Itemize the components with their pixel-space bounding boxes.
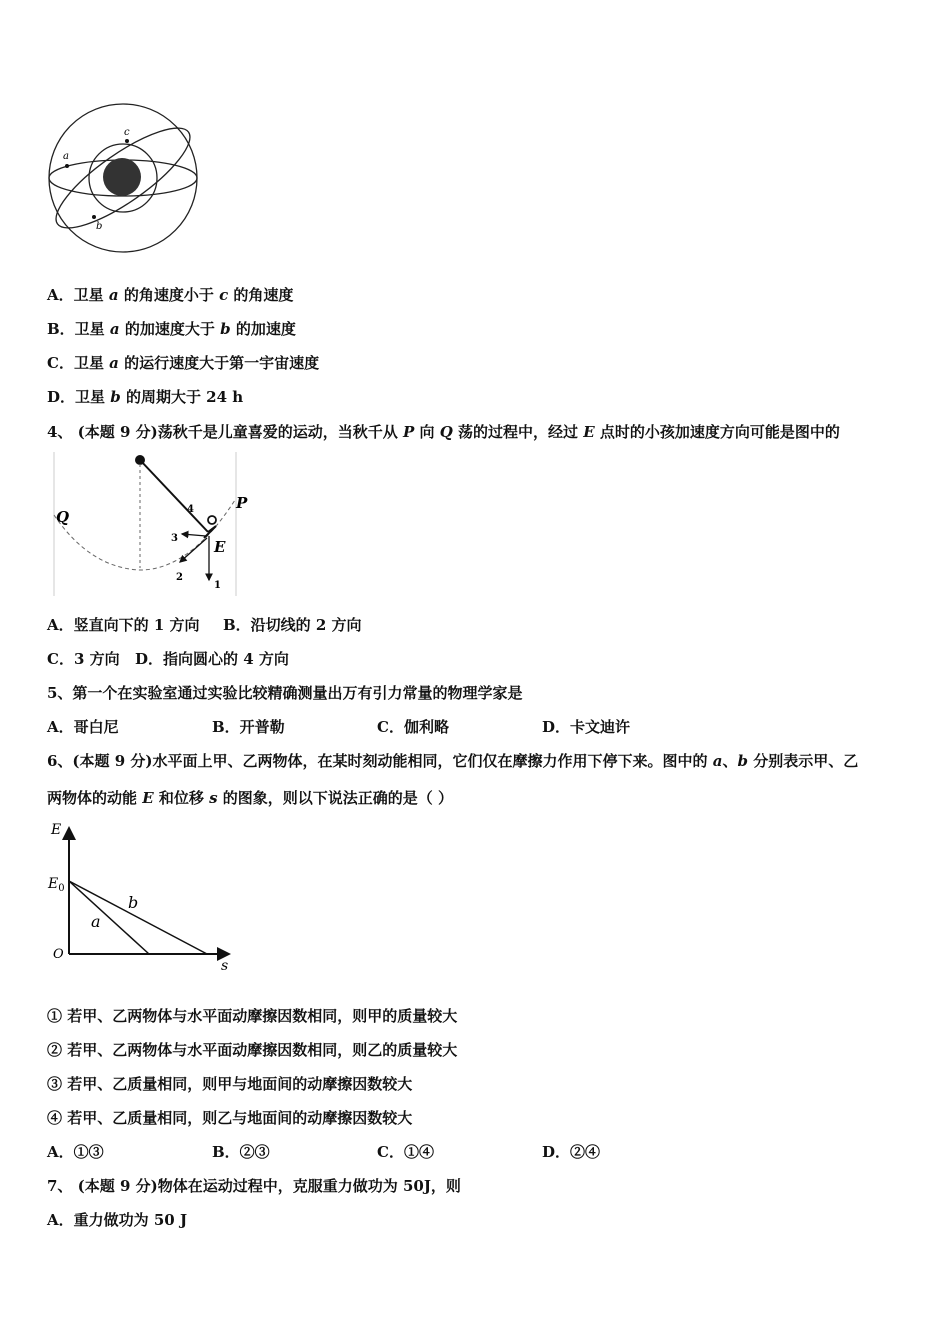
axis-label-E: E: [51, 822, 62, 838]
q6-statement-4: ④ 若甲、乙质量相同，则乙与地面间的动摩擦因数较大: [47, 1109, 413, 1127]
energy-displacement-graph: [45, 818, 245, 978]
q4-option-a: A．竖直向下的 1 方向: [47, 616, 200, 634]
label-c: c: [124, 127, 130, 138]
label-E: E: [214, 538, 226, 556]
q6-stem-line2: 两物体的动能 E 和位移 s 的图象，则以下说法正确的是（ ）: [47, 789, 454, 807]
q5-option-c: C．伽利略: [377, 718, 449, 736]
axis-label-s: s: [221, 958, 229, 974]
q6-statement-2: ② 若甲、乙两物体与水平面动摩擦因数相同，则乙的质量较大: [47, 1041, 458, 1059]
q4-option-c: C．3 方向: [47, 650, 120, 668]
label-E0: $E_0$: [48, 876, 65, 894]
q6-statement-1: ① 若甲、乙两物体与水平面动摩擦因数相同，则甲的质量较大: [47, 1007, 458, 1025]
label-3: 3: [171, 533, 178, 544]
label-P: P: [236, 494, 248, 512]
label-1: 1: [214, 580, 221, 591]
swing-figure: [50, 450, 260, 600]
q4-option-b: B．沿切线的 2 方向: [223, 616, 362, 634]
q6-option-d: D．②④: [542, 1143, 601, 1161]
satellite-b-dot: [92, 215, 96, 219]
q6-option-b: B．②③: [212, 1143, 270, 1161]
rope: [140, 460, 208, 532]
q3-option-d: D．卫星 b 的周期大于 24 h: [47, 388, 244, 406]
label-a: a: [63, 151, 69, 162]
q5-option-d: D．卡文迪许: [542, 718, 631, 736]
label-4: 4: [187, 504, 194, 515]
label-2: 2: [176, 572, 183, 583]
q3-option-b: B．卫星 a 的加速度大于 b 的加速度: [47, 320, 296, 338]
child-head: [208, 516, 216, 524]
label-Q: Q: [56, 508, 70, 526]
q5-stem: 5、第一个在实验室通过实验比较精确测量出万有引力常量的物理学家是: [47, 684, 523, 702]
label-b: b: [96, 221, 103, 232]
q6-option-c: C．①④: [377, 1143, 434, 1161]
earth: [103, 158, 141, 196]
satellite-orbit-figure: [45, 100, 205, 260]
q4-option-d: D．指向圆心的 4 方向: [135, 650, 289, 668]
curve-label-b: b: [128, 893, 139, 912]
q7-option-a: A．重力做功为 50 J: [47, 1211, 188, 1229]
curve-label-a: a: [91, 912, 101, 931]
arrow-3: [182, 534, 206, 536]
q3-option-a: A．卫星 a 的角速度小于 c 的角速度: [47, 286, 294, 304]
satellite-a-dot: [65, 164, 69, 168]
q5-option-b: B．开普勒: [212, 718, 285, 736]
q6-option-a: A．①③: [47, 1143, 104, 1161]
q7-stem: 7、 (本题 9 分)物体在运动过程中，克服重力做功为 50J，则: [47, 1177, 461, 1195]
q3-option-c: C．卫星 a 的运行速度大于第一宇宙速度: [47, 354, 320, 372]
q6-stem-line1: 6、(本题 9 分)水平面上甲、乙两物体，在某时刻动能相同，它们仅在摩擦力作用下停下来。图中的 a、b 分别表示甲、乙: [47, 752, 859, 770]
q4-stem: 4、 (本题 9 分)荡秋千是儿童喜爱的运动，当秋千从 P 向 Q 荡的过程中，经过 E 点时的小孩加速度方向可能是图中的: [47, 423, 840, 441]
q5-option-a: A．哥白尼: [47, 718, 119, 736]
satellite-c-dot: [125, 139, 129, 143]
q6-statement-3: ③ 若甲、乙质量相同，则甲与地面间的动摩擦因数较大: [47, 1075, 413, 1093]
origin-label: O: [53, 947, 64, 962]
arrow-2: [180, 538, 207, 562]
